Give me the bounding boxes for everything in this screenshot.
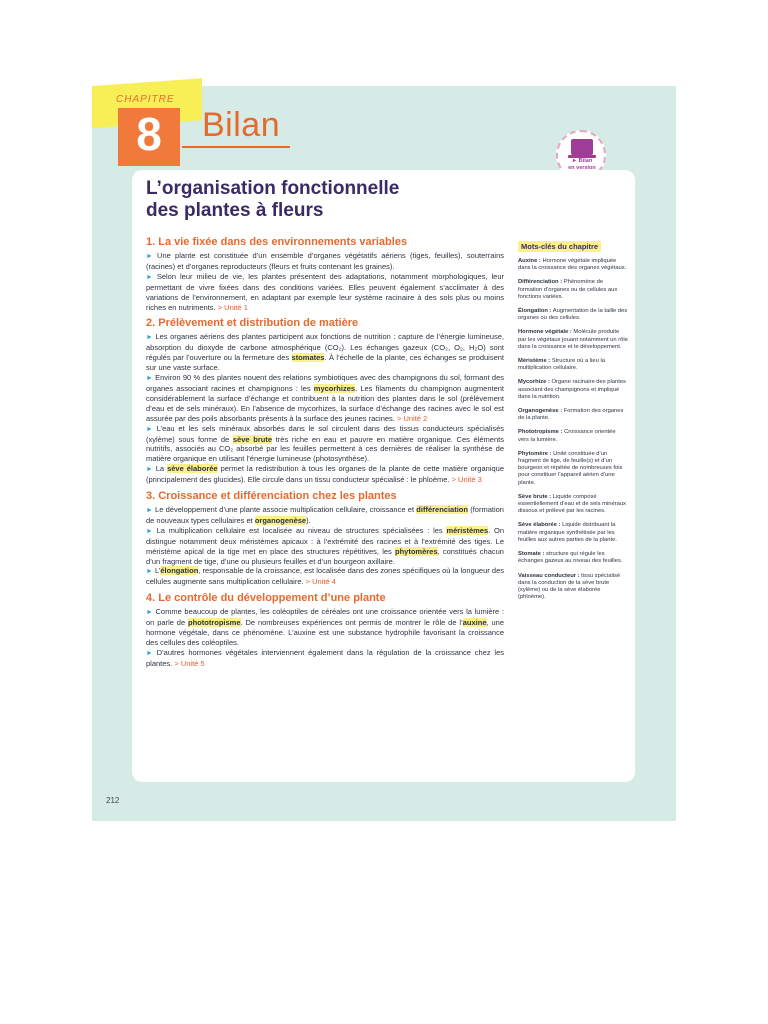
keyword-highlight: différenciation [416, 505, 468, 515]
keyword-highlight: sève brute [232, 434, 273, 444]
section-title: 4. Le contrôle du développement d’une plante [146, 592, 386, 605]
unit-reference-link[interactable]: > Unité 3 [451, 475, 482, 485]
paragraph [146, 373, 504, 424]
text-run: La [155, 464, 168, 474]
text-run: ). [306, 515, 311, 525]
keyword-entry [518, 379, 628, 401]
keywords-sidebar [518, 236, 628, 608]
paragraph [146, 424, 504, 465]
text-run: (formation de nouveaux types cellulaires et [146, 505, 504, 525]
text-run: Les organes aériens des plantes participent aux fonctions de nutrition : capture de l’énergie lumineuse, absorption du dioxyde de carbone atmosphérique (CO₂). Les échanges gazeux (CO₂, O₂, H₂O) sont régulés par l’ouverture ou la fermeture des [146, 332, 505, 363]
keyword-highlight: méristèmes [446, 525, 489, 535]
text-run: Selon leur milieu de vie, les plantes présentent des adaptations, notamment morphologiques, leur permettant de vivre fixées dans des conditions variées. Elles peuvent également s’acclimater à des variations de l’environnement, en adaptant par exemple leur système racinaire à des sols plus ou moins riches en nutriments. [146, 271, 504, 312]
paragraph [146, 607, 504, 648]
keyword-entry [518, 279, 628, 301]
bullet-arrow-icon: ► [146, 425, 157, 433]
keyword-definition: Liquide composé essentiellement d’eau et de sels minéraux dissous et prélevé par les racines. [518, 493, 626, 515]
chapter-label: CHAPITRE [116, 94, 175, 105]
keyword-highlight: élongation [160, 566, 199, 576]
keyword-definition: Structure où a lieu la multiplication cellulaire. [518, 358, 605, 372]
paragraph [146, 272, 504, 313]
keyword-entry [518, 429, 628, 443]
text-run: Comme beaucoup de plantes, les coléoptiles de céréales ont une croissance orientée vers la lumière : on parle de [146, 607, 504, 628]
paragraph [146, 332, 504, 373]
keyword-definition: tissu spécialisé dans la conduction de la sève brute (xylème) ou de la sève élaborée (phloème). [518, 572, 621, 601]
textbook-page [92, 86, 676, 821]
text-run: permet la redistribution à tous les organes de la plante de cette matière organique (principalement des glucides). Elle circule dans un tissu conducteur spécialisé : le phloème. [146, 464, 504, 485]
summary-column [146, 236, 504, 674]
text-run: . À l’échelle de la plante, ces échanges se produisent sur une vaste surface. [146, 353, 504, 373]
keyword-term: Phototropisme : [518, 429, 563, 436]
keyword-highlight: auxine [462, 618, 487, 628]
text-run: , constitués chacun d’un fragment de tige, d’une ou plusieurs feuilles et d’un bourgeon axillaire. [146, 546, 504, 566]
section-title: 3. Croissance et différenciation chez les plantes [146, 490, 397, 503]
unit-reference-link[interactable]: > Unité 4 [305, 577, 336, 587]
keyword-entry [518, 573, 628, 602]
paragraph [146, 464, 504, 485]
keyword-term: Mycorhize : [518, 379, 550, 386]
keyword-term: Sève élaborée : [518, 522, 561, 529]
keyword-definition: Formation des organes de la plante. [518, 408, 624, 422]
chapter-title: Bilan [202, 106, 281, 144]
keyword-highlight: sève élaborée [167, 464, 218, 474]
bullet-arrow-icon: ► [146, 253, 158, 260]
text-run: D’autres hormones végétales interviennent également dans la régulation de la croissance chez les plantes. [146, 647, 505, 668]
keyword-highlight: phytomères [395, 546, 438, 556]
unit-reference-link[interactable]: > Unité 5 [174, 658, 205, 668]
keyword-definition: Augmentation de la taille des organes ou des cellules. [518, 308, 628, 322]
bullet-arrow-icon: ► [146, 375, 156, 383]
bullet-arrow-icon: ► [146, 609, 156, 617]
paragraph [146, 251, 504, 272]
keyword-term: Sève brute : [518, 493, 552, 500]
text-run: , une hormone végétale, dans ce phénomène. L’auxine est une substance hydrophile favorisant la croissance des cellules des coléoptiles. [146, 618, 504, 647]
keyword-definition: Hormone végétale impliquée dans la croissance des organes végétaux. [518, 258, 627, 272]
keyword-definition: Liquide distribuant la matière organique synthétisée par les feuilles aux autres parties de la plante. [518, 522, 617, 543]
paragraph [146, 505, 504, 526]
bullet-arrow-icon: ► [146, 527, 157, 535]
keyword-definition: structure qui régule les échanges gazeux au niveau des feuilles. [518, 551, 623, 565]
section [146, 236, 504, 312]
bullet-arrow-icon: ► [146, 507, 156, 515]
keyword-term: Hormone végétale : [518, 329, 572, 336]
keyword-entry [518, 451, 628, 487]
section [146, 592, 504, 668]
keyword-entry [518, 522, 628, 544]
title-underline [182, 146, 290, 148]
keyword-term: Vaisseau conducteur : [518, 572, 580, 579]
unit-reference-link[interactable]: > Unité 2 [396, 413, 428, 423]
text-run: . Les filaments du champignon augmentent considérablement la surface d’échange et contribuent à la nutrition des plantes dans le sol (prélèvement d’eau et de sels minéraux). En l’absence de mycorhizes, la surface d’échange des racines avec le sol est assurée par des poils absorbants présents à la surface des jeunes racines. [146, 383, 504, 423]
page-number: 212 [106, 796, 120, 805]
keyword-entry [518, 329, 628, 351]
bullet-arrow-icon: ► [146, 273, 157, 281]
bullet-arrow-icon: ► [146, 466, 156, 474]
text-run: L’eau et les sels minéraux absorbés dans le sol circulent dans des tissus conducteurs spécialisés (xylème) sous forme de [146, 423, 504, 444]
keyword-entry [518, 551, 628, 565]
keyword-entry [518, 408, 628, 422]
keyword-term: Phytomère : [518, 450, 552, 457]
main-title: L’organisation fonctionnelle des plantes à fleurs [146, 178, 400, 221]
keyword-definition: Phénomène de formation d’organes ou de cellules aux fonctions variées. [518, 279, 618, 300]
text-run: L’ [154, 566, 161, 576]
keyword-term: Stomate : [518, 551, 545, 558]
section [146, 490, 504, 587]
text-run: . On distingue notamment deux méristèmes apicaux : à l’extrémité des racines et à l’extrémité des tiges. Le méristème apical de la tige met en place des structures répétitives, les [146, 525, 504, 556]
chapter-badge [92, 86, 202, 166]
keyword-term: Différenciation : [518, 279, 563, 286]
keyword-definition: Croissance orientée vers la lumière. [518, 429, 616, 443]
text-run: , responsable de la croissance, est localisée dans des zones spécifiques où la longueur des cellules augmente sans multiplication cellulaire. [146, 566, 505, 587]
paragraph [146, 526, 504, 567]
bullet-arrow-icon: ► [146, 334, 156, 342]
chapter-number: 8 [136, 108, 162, 160]
keyword-entry [518, 308, 628, 322]
keywords-header: Mots-clés du chapitre [518, 241, 601, 252]
keyword-highlight: stomates [291, 353, 325, 363]
dys-label: ► Bilan en version [568, 158, 596, 171]
section [146, 317, 504, 485]
keyword-highlight: mycorhizes [313, 383, 356, 393]
keyword-highlight: phototropisme [188, 618, 241, 628]
section-title: 2. Prélèvement et distribution de matière [146, 317, 359, 330]
paragraph [146, 648, 504, 669]
keyword-definition: Unité constituée d’un fragment de tige, de feuille(s) et d’un bourgeon et répétée de nombreuses fois pour constituer l’appareil aérien d’une plante. [518, 450, 623, 486]
laptop-icon [571, 139, 593, 155]
text-run: Environ 90 % des plantes nouent des relations symbiotiques avec des champignons du sol, formant des organes associant racines et champignons : les [146, 373, 505, 393]
text-run: . De nombreuses expériences ont permis de montrer le rôle de l’ [240, 618, 463, 628]
keyword-highlight: organogenèse [254, 515, 307, 525]
keyword-entry [518, 494, 628, 516]
keyword-term: Organogenèse : [518, 408, 563, 415]
keyword-entry [518, 358, 628, 372]
text-run: Le développement d’une plante associe multiplication cellulaire, croissance et [155, 505, 417, 515]
text-run: Une plante est constituée d’un ensemble d’organes végétatifs aériens (tiges, feuilles), souterrains (racines) et d’organes reproducteurs (fleurs et fruits contenant les graines). [146, 251, 504, 271]
section-title: 1. La vie fixée dans des environnements variables [146, 236, 408, 248]
bullet-arrow-icon: ► [146, 649, 157, 657]
keyword-definition: Molécule produite par les végétaux jouant notamment un rôle dans la croissance et le développement. [518, 329, 628, 350]
paragraph [146, 566, 504, 587]
keyword-term: Auxine : [518, 258, 541, 264]
bullet-arrow-icon: ► [146, 568, 155, 576]
keywords-list [518, 258, 628, 601]
content-card [132, 170, 635, 782]
text-run: La multiplication cellulaire est localisée au niveau de structures spécialisées : les [156, 525, 447, 535]
keyword-definition: Organe racinaire des plantes associant des champignons et impliqué dans la nutrition. [518, 379, 626, 400]
keyword-entry [518, 258, 628, 272]
keyword-term: Élongation : [518, 308, 552, 315]
text-run: très riche en eau et pauvre en matière organique. Ces éléments nutritifs, associés au CO₂ absorbé par les feuilles permettent à ces dernières de réaliser la synthèse de matière organique en utilisant l’énergie lumineuse (photosynthèse). [146, 434, 504, 464]
unit-reference-link[interactable]: > Unité 1 [217, 302, 248, 312]
keyword-term: Méristème : [518, 358, 551, 365]
